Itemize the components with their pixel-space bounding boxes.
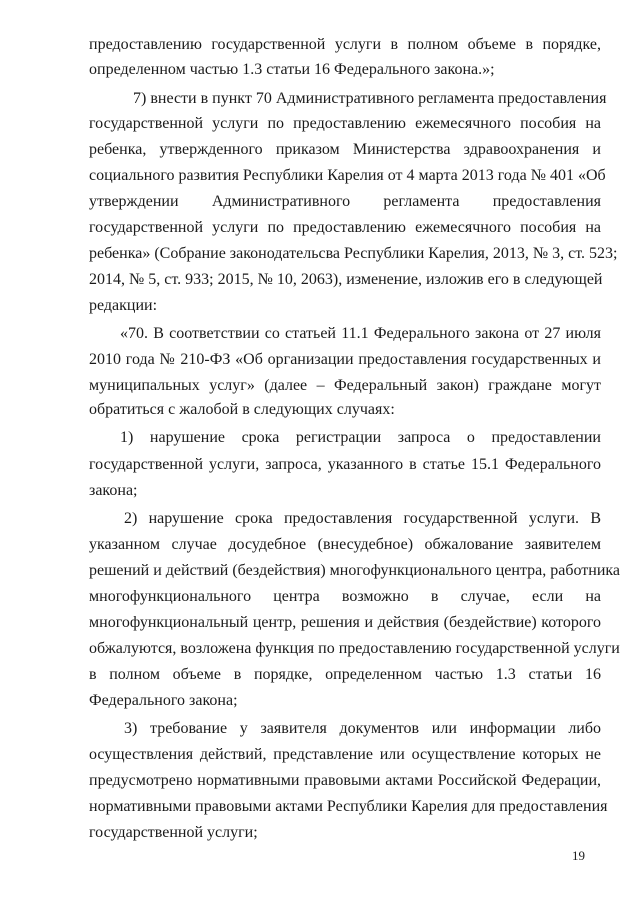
text-line: социального развития Республики Карелия от 4 марта 2013 года № 401 «Об (89, 167, 606, 184)
text-line: осуществления действий, представление или осуществление которых не (89, 746, 601, 763)
text-line: утверждении Административного регламента предоставления (89, 193, 601, 210)
text-line: предусмотрено нормативными правовыми актами Российской Федерации, (89, 772, 601, 789)
text-line: ребенка» (Собрание законодательсва Республики Карелия, 2013, № 3, ст. 523; (89, 245, 618, 262)
text-line: закона; (89, 482, 138, 499)
text-line: 1) нарушение срока регистрации запроса о предоставлении (120, 429, 601, 446)
text-line: Федерального закона; (89, 692, 238, 709)
text-line: 3) требование у заявителя документов или информации либо (124, 720, 601, 737)
text-line: ребенка, утвержденного приказом Министерства здравоохранения и (89, 141, 601, 158)
text-line: решений и действий (бездействия) многофункционального центра, работника (89, 562, 621, 579)
text-line: государственной услуги, запроса, указанного в статье 15.1 Федерального (89, 456, 601, 473)
page-number: 19 (572, 848, 585, 863)
text-line: многофункциональный центр, решения и действия (бездействие) которого (89, 614, 601, 631)
text-line: обжалуются, возложена функция по предоставлению государственной услуги (89, 640, 620, 657)
text-line: государственной услуги по предоставлению ежемесячного пособия на (89, 219, 601, 236)
text-line: предоставлению государственной услуги в полном объеме в порядке, (89, 36, 601, 53)
text-line: 7) внести в пункт 70 Административного регламента предоставления (133, 90, 607, 107)
text-line: «70. В соответствии со статьей 11.1 Федерального закона от 27 июля (120, 325, 601, 342)
text-line: определенном частью 1.3 статьи 16 Федерального закона.»; (89, 61, 495, 78)
text-line: обратиться с жалобой в следующих случаях: (89, 401, 395, 418)
text-line: многофункционального центра возможно в случае, если на (89, 588, 601, 605)
text-line: государственной услуги по предоставлению ежемесячного пособия на (89, 115, 601, 132)
text-line: 2010 года № 210-ФЗ «Об организации предоставления государственных и (89, 351, 601, 368)
text-line: муниципальных услуг» (далее – Федеральный закон) граждане могут (89, 377, 601, 394)
text-line: нормативными правовыми актами Республики Карелия для предоставления (89, 798, 608, 815)
text-line: редакции: (89, 297, 158, 314)
text-line: 2) нарушение срока предоставления государственной услуги. В (124, 510, 601, 527)
text-line: указанном случае досудебное (внесудебное) обжалование заявителем (89, 536, 601, 553)
text-line: 2014, № 5, ст. 933; 2015, № 10, 2063), изменение, изложив его в следующей (89, 271, 603, 288)
text-line: государственной услуги; (89, 824, 258, 841)
text-line: в полном объеме в порядке, определенном частью 1.3 статьи 16 (89, 666, 601, 683)
